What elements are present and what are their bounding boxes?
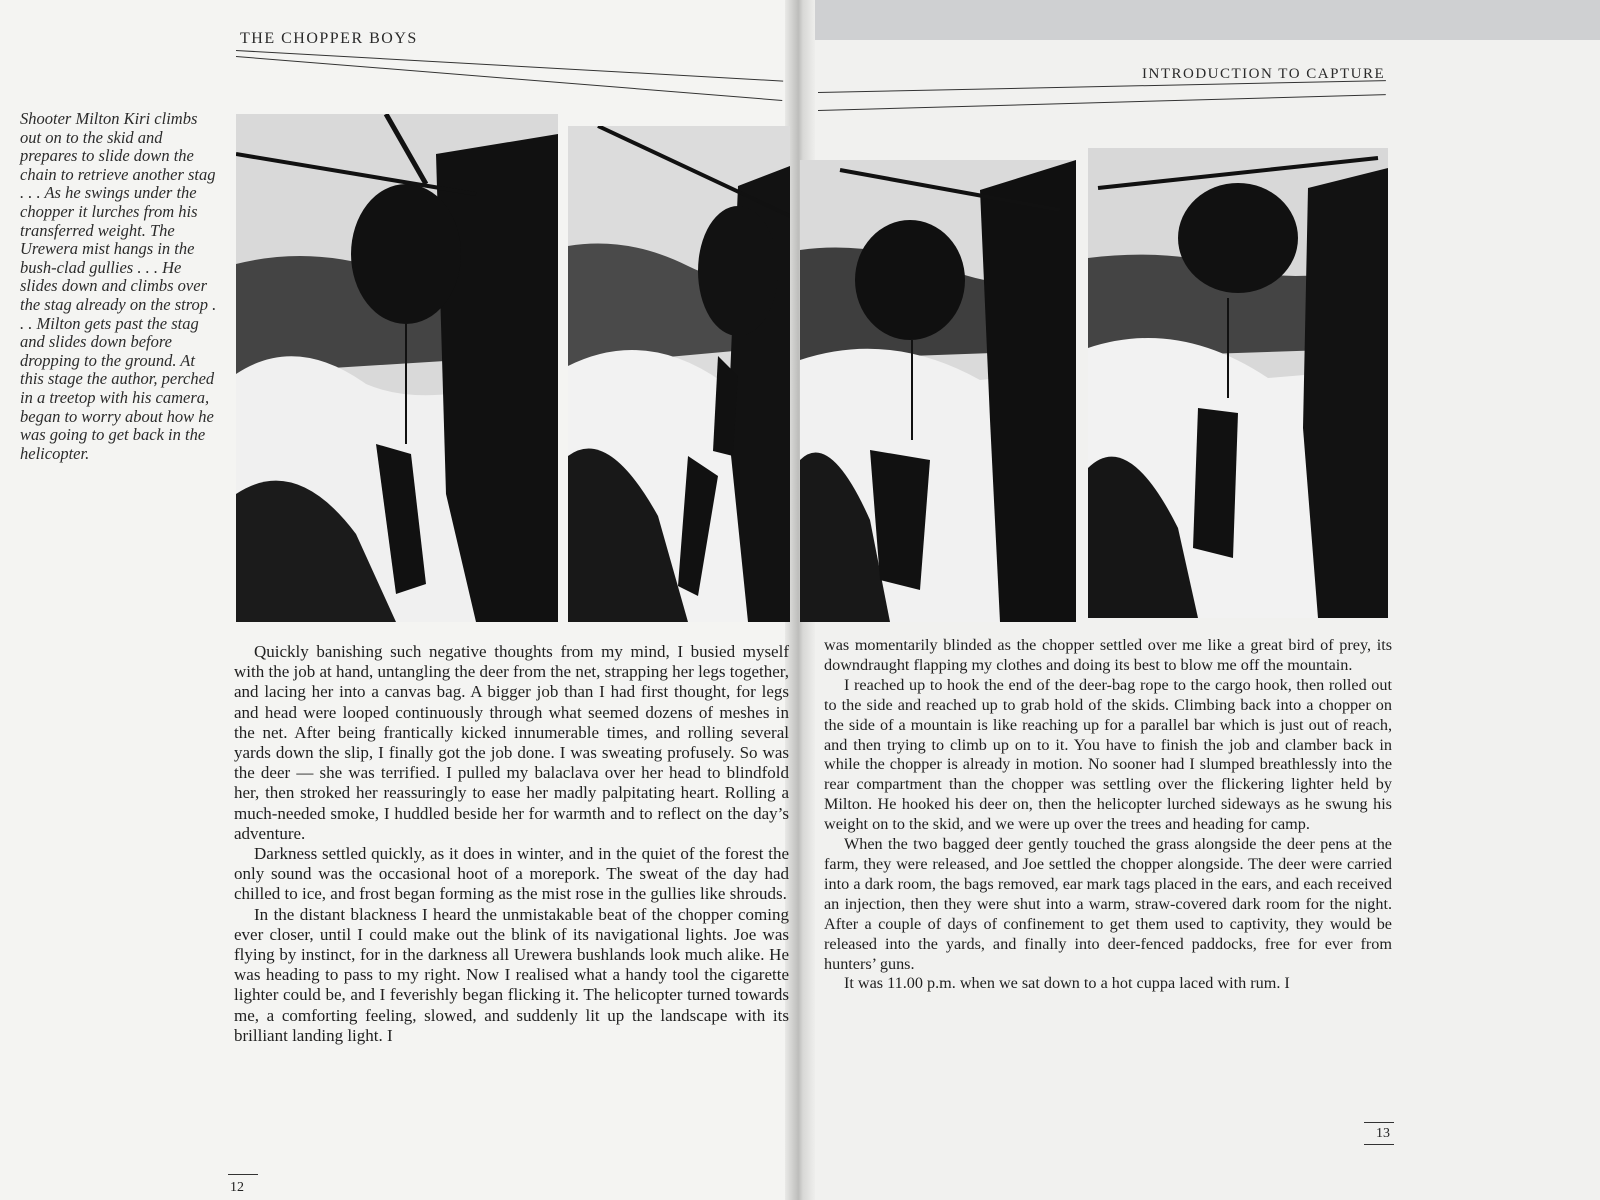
photo-frame-2 [568, 126, 790, 622]
photo-caption: Shooter Milton Kiri climbs out on to the skid and prepares to slide down the chain to retrieve another stag . . . As he swings under the chopper it lurches from his transferred weight. The Urewera mist hangs in the bush-clad gullies . . . He slides down and climbs over the stag already on the strop . . . Milton gets past the stag and slides down before dropping to the ground. At this stage the author, perched in a treetop with his camera, began to worry about how he was going to get back in the helicopter. [20, 109, 217, 463]
photo-image-3 [800, 160, 1076, 622]
left-page-body [234, 642, 789, 1046]
body-paragraph: It was 11.00 p.m. when we sat down to a hot cuppa laced with rum. I [844, 974, 1290, 993]
body-paragraph: When the two bagged deer gently touched the grass alongside the deer pens at the farm, they were released, and Joe settled the chopper alongside. The deer were carried into a dark room, the bags removed, ear mark tags placed in the ears, and each received an injection, then they were shut into a warm, straw-covered dark room for the night. After a couple of days of confinement to get them used to captivity, they would be released into the yards, and finally into deer-fenced paddocks, free for ever from hunters’ guns. [824, 835, 1392, 973]
right-page-body [824, 636, 1392, 994]
folio-rule-right-top [1364, 1122, 1394, 1123]
photo-frame-4 [1088, 148, 1388, 618]
photo-image-1 [236, 114, 558, 622]
running-head-right: INTRODUCTION TO CAPTURE [1142, 66, 1386, 82]
photo-image-2 [568, 126, 790, 622]
running-head-left: THE CHOPPER BOYS [240, 30, 418, 47]
folio-rule-left [228, 1174, 258, 1175]
photo-frame-1 [236, 114, 558, 622]
body-paragraph: Darkness settled quickly, as it does in winter, and in the quiet of the forest the only sound was the occasional hoot of a morepork. The sweat of the day had chilled to ice, and frost began forming as the mist rose in the gullies like shrouds. [234, 844, 789, 904]
body-paragraph: Quickly banishing such negative thoughts from my mind, I busied myself with the job at hand, untangling the deer from the net, strapping her legs together, and lacing her into a canvas bag. A bigger job than I had first thought, for legs and head were looped continuously through what seemed dozens of meshes in the net. After being frantically kicked innumerable times, and rolling several yards down the slip, I finally got the job done. I was sweating profusely. So was the deer — she was terrified. I pulled my balaclava over her head to blindfold her, then stroked her reassuringly to ease her madly palpitating heart. Rolling a much-needed smoke, I huddled beside her for warmth and to reflect on the day’s adventure. [234, 642, 789, 843]
body-paragraph: In the distant blackness I heard the unmistakable beat of the chopper coming ever closer, until I could make out the blink of its navigational lights. Joe was flying by instinct, for in the darkness all Urewera bushlands look much alike. He was heading to pass to my right. Now I realised what a handy tool the cigarette lighter could be, and I feverishly began flicking it. The helicopter turned towards me, a comforting feeling, slowed, and suddenly lit up the landscape with its brilliant landing light. I [234, 904, 789, 1045]
photo-image-4 [1088, 148, 1388, 618]
photo-frame-3 [800, 160, 1076, 622]
page-number-right: 13 [1376, 1126, 1390, 1141]
folio-rule-right-bottom [1364, 1144, 1394, 1145]
body-paragraph: was momentarily blinded as the chopper settled over me like a great bird of prey, its downdraught flapping my clothes and doing its best to blow me off the mountain. [824, 636, 1392, 674]
page-number-left: 12 [230, 1180, 244, 1195]
body-paragraph: I reached up to hook the end of the deer-bag rope to the cargo hook, then rolled out to the side and reached up to grab hold of the skids. Climbing back into a chopper on the side of a mountain is like reaching up for a parallel bar which is just out of reach, and then trying to climb up on to it. You have to finish the job and clamber back in while the chopper is already in motion. No sooner had I slumped breathlessly into the rear compartment than the chopper was settling over the flickering lighter held by Milton. He hooked his deer on, then the helicopter lurched sideways as he swung his weight on to the skid, and we were up over the trees and heading for camp. [824, 675, 1392, 834]
